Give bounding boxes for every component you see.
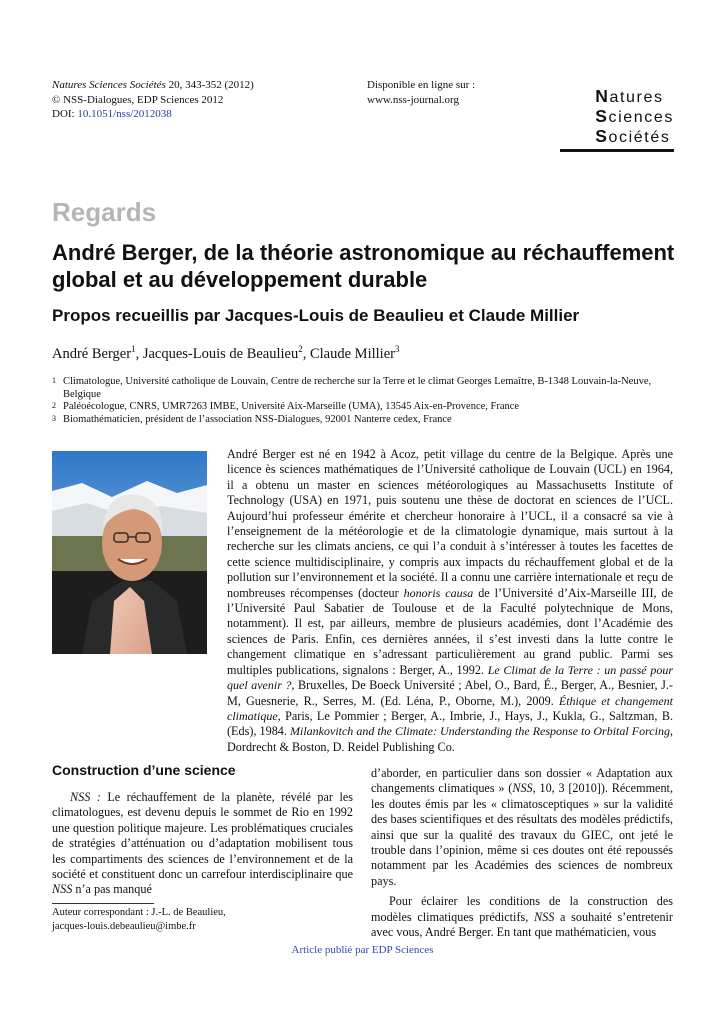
availability xyxy=(367,78,475,107)
affiliation-number: 3 xyxy=(52,413,56,423)
footnote-email[interactable]: jacques-louis.debeaulieu@imbe.fr xyxy=(52,920,196,932)
affiliation-text: Biomathématicien, président de l’association NSS-Dialogues, 92001 Nanterre cedex, France xyxy=(63,413,452,425)
author-list xyxy=(52,344,399,363)
doi-label: DOI: xyxy=(52,108,75,120)
logo-rest-1: atures xyxy=(609,89,664,106)
bio-text: de l’Université d’Aix-Marseille III, de l’Université Paul Sabatier de Toulouse et de la Faculté polytechnique de Mons, notamment). Il est, par ailleurs, membre de plusieurs académies, dont l’Académie des sciences de Paris. Enfin, ces dernières années, il s’est investi dans la lutte contre le changement climatique en s’adressant particulièrement au grand public. Parmi ses multiples publications, signalons : Berger, A., 1992. xyxy=(227,585,674,677)
bio-text: , Bruxelles, De Boeck Université ; Abel, O., Bard, É., Berger, A., Besnier, J.-M, Guesnerie, R., Serres, M. (Ed. Léna, P., Oborne, M.), 2009. xyxy=(227,678,673,708)
nss-inline: NSS xyxy=(534,909,555,924)
portrait-photo xyxy=(52,451,207,654)
affiliation-item xyxy=(52,376,682,401)
article-subtitle: Propos recueillis par Jacques-Louis de Beaulieu et Claude Millier xyxy=(52,306,580,325)
paragraph-text: Pour éclairer les conditions de la construction des modèles climatiques prédictifs, xyxy=(371,894,673,924)
doi-link[interactable]: 10.1051/nss/2012038 xyxy=(77,108,172,120)
logo-rule xyxy=(560,149,674,152)
copyright: © NSS-Dialogues, EDP Sciences 2012 xyxy=(52,93,224,106)
affiliation-text: Climatologue, Université catholique de Louvain, Centre de recherche sur la Terre et le climat Georges Lemaître, B-1348 Louvain-la-Neuve, Belgique xyxy=(63,376,652,400)
section-heading: Construction d’une science xyxy=(52,762,236,778)
author-name: Claude Millier xyxy=(309,345,395,362)
author-sup: 3 xyxy=(394,344,400,354)
journal-citation: 20, 343-352 (2012) xyxy=(168,79,254,91)
author-bio xyxy=(227,447,673,755)
footnote-rule xyxy=(52,903,154,904)
paragraph-text: n’a pas manqué xyxy=(72,882,152,897)
bio-text: , Dordrecht & Boston, D. Reidel Publishing Co. xyxy=(227,724,673,754)
logo-cap-2: S xyxy=(595,106,609,126)
journal-name: Natures Sciences Sociétés xyxy=(52,79,166,91)
footnote-line: Auteur correspondant : J.-L. de Beaulieu, xyxy=(52,907,226,918)
paragraph-text: a souhaité s’entretenir avec vous, André Berger. En tant que mathématicien, vous xyxy=(371,909,673,940)
body-paragraph xyxy=(52,790,353,898)
body-column-left xyxy=(52,790,353,898)
bio-italic: honoris causa xyxy=(403,585,474,600)
nss-inline: NSS xyxy=(52,882,73,897)
body-paragraph xyxy=(371,766,673,889)
bio-book-title: Éthique et changement climatique xyxy=(227,693,673,723)
body-column-right xyxy=(371,766,673,940)
author-sup: 2 xyxy=(298,344,303,354)
affiliation-number: 1 xyxy=(52,376,56,385)
article-title: André Berger, de la théorie astronomique au réchauffement global et au développement durable xyxy=(52,240,675,292)
logo-cap-1: N xyxy=(595,86,610,106)
journal-meta xyxy=(52,78,254,122)
logo-cap-3: S xyxy=(595,126,609,146)
affiliation-item xyxy=(52,401,682,414)
online-label: Disponible en ligne sur : xyxy=(367,79,476,91)
paragraph-text: , 10, 3 [2010]). Récemment, les doutes émis par les « climatosceptiques » sur la validité des bases scientifiques et des résultats des modèles prédictifs, ainsi que sur la qualité des travaux du GIEC, ont jeté le trouble dans l’opinion, même si ces doutes ont été repoussés notamment par les Académies des sciences de nombreux pays. xyxy=(371,781,673,888)
author-sup: 1 xyxy=(131,344,136,354)
nss-inline: NSS xyxy=(512,781,533,796)
nss-label: NSS : xyxy=(70,790,101,804)
bio-book-title: Milankovitch and the Climate: Understanding the Response to Orbital Forcing xyxy=(290,724,670,739)
logo-rest-2: ciences xyxy=(608,109,674,126)
bio-book-title: Le Climat de la Terre : un passé pour quel avenir ? xyxy=(227,662,673,693)
author-sep: , xyxy=(302,345,310,362)
section-label: Regards xyxy=(52,197,157,227)
corresponding-author-note xyxy=(52,906,226,933)
bio-text: André Berger est né en 1942 à Acoz, petit village du centre de la Belgique. Après une licence ès sciences mathématiques de l’Université catholique de Louvain (UCL) en 1964, il a obtenu un master en sciences météorologiques au Massachusetts Institute of Technology (USA) en 1971, puis soutenu une thèse de doctorat en sciences de l’UCL. Aujourd’hui professeur émérite et chercheur honoraire à l’UCL, il a consacré sa vie à l’enseignement de la météorologie et de la climatologie dynamique, mais surtout à la recherche sur les climats anciens, ce qui l’a conduit à s’intéresser à toutes les facettes de cette science multidisciplinaire, y compris aux impacts du réchauffement global et de la pollution sur l’environnement et la société. Il a connu une carrière internationale et reçu de nombreuses récompenses (docteur xyxy=(227,447,673,600)
paragraph-text: d’aborder, en particulier dans son dossier « Adaptation aux changements climatiques » ( xyxy=(371,766,673,796)
logo-rest-3: ociétés xyxy=(608,129,671,146)
affiliation-number: 2 xyxy=(52,401,56,411)
affiliations xyxy=(52,376,682,426)
affiliation-item xyxy=(52,414,682,427)
paragraph-text: Le réchauffement de la planète, révélé par les climatologues, est devenu depuis le sommet de Rio en 1992 une question politique majeure. Les problématiques cruciales de stratégies d’atténuation ou d’adaptation mobilisent tous les compartiments des sciences de l’environnement et de la société et constituent donc un carrefour interdisciplinaire que xyxy=(52,790,353,882)
author-name: André Berger xyxy=(52,345,132,362)
body-paragraph xyxy=(371,894,673,940)
publisher-note[interactable]: Article publié par EDP Sciences xyxy=(291,944,434,956)
bio-text: , Paris, Le Pommier ; Berger, A., Imbrie, J., Hays, J., Kukla, G., Saltzman, B. (Eds), 1984. xyxy=(227,708,673,739)
portrait-image xyxy=(52,451,207,654)
author-sep: , xyxy=(135,345,143,362)
author-name: Jacques-Louis de Beaulieu xyxy=(142,345,299,362)
online-url[interactable]: www.nss-journal.org xyxy=(367,93,459,106)
journal-logo xyxy=(595,87,674,147)
affiliation-text: Paléoécologue, CNRS, UMR7263 IMBE, Université Aix-Marseille (UMA), 13545 Aix-en-Provence, France xyxy=(63,401,520,413)
